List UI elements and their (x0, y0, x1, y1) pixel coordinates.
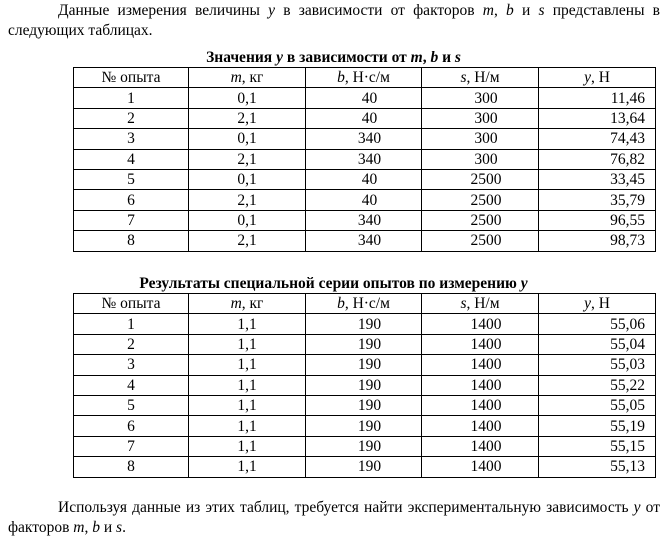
table-cell-col-s: 1400 (422, 436, 539, 456)
table-cell-col-s: 1400 (422, 457, 539, 477)
table-cell-col-y: 11,46 (539, 88, 656, 108)
table-cell-col-y: 55,04 (539, 334, 656, 354)
table-cell-col-m: 1,1 (189, 457, 306, 477)
table-cell-col-number: 2 (74, 108, 189, 128)
var-y: y (268, 2, 276, 19)
table-cell-col-y: 74,43 (539, 129, 656, 149)
intro-text: Данные измерения величины (58, 2, 269, 19)
outro-paragraph (8, 498, 660, 538)
table-cell-col-m: 2,1 (189, 190, 306, 210)
table2-header-col-b: b, Н·с/м (306, 294, 422, 314)
table-cell-col-m: 1,1 (189, 355, 306, 375)
var-y: y (633, 499, 641, 516)
table-cell-col-s: 2500 (422, 210, 539, 230)
table-cell-col-m: 0,1 (189, 169, 306, 189)
table-cell-col-m: 0,1 (189, 129, 306, 149)
table-cell-col-s: 1400 (422, 355, 539, 375)
table-cell-col-number: 1 (74, 314, 189, 334)
outro-text: , (84, 519, 93, 536)
table-cell-col-b: 340 (306, 149, 422, 169)
table2-header-col-s: s, Н/м (422, 294, 539, 314)
table2-body (74, 314, 656, 477)
table-cell-col-y: 76,82 (539, 149, 656, 169)
intro-text: , (493, 2, 507, 19)
table-cell-col-s: 1400 (422, 334, 539, 354)
table-cell-col-m: 1,1 (189, 395, 306, 415)
table-cell-col-m: 2,1 (189, 231, 306, 251)
table-row (74, 210, 656, 230)
table2-header-row (74, 294, 656, 314)
table-cell-col-number: 5 (74, 169, 189, 189)
table1-header-col-m: m, кг (189, 68, 306, 88)
table-cell-col-m: 2,1 (189, 149, 306, 169)
table-cell-col-y: 55,22 (539, 375, 656, 395)
table-cell-col-y: 55,03 (539, 355, 656, 375)
var-b: b (506, 2, 514, 19)
table-cell-col-number: 1 (74, 88, 189, 108)
table-cell-col-b: 190 (306, 395, 422, 415)
table-cell-col-s: 2500 (422, 169, 539, 189)
table-cell-col-b: 340 (306, 231, 422, 251)
table2-header-col-y: y, Н (539, 294, 656, 314)
table1-header-row (74, 68, 656, 88)
table-cell-col-b: 190 (306, 457, 422, 477)
table-cell-col-number: 8 (74, 457, 189, 477)
table-cell-col-s: 1400 (422, 416, 539, 436)
table-cell-col-b: 40 (306, 169, 422, 189)
table-cell-col-number: 7 (74, 436, 189, 456)
table-cell-col-b: 190 (306, 355, 422, 375)
table-row (74, 457, 656, 477)
table-cell-col-b: 340 (306, 210, 422, 230)
table1 (73, 67, 656, 252)
table2-caption: Результаты специальной серии опытов по измерению y (139, 275, 528, 292)
var-b: b (92, 519, 100, 536)
table-cell-col-s: 2500 (422, 231, 539, 251)
outro-text: . (122, 519, 126, 536)
intro-text: представлены в следующих таблицах. (8, 2, 661, 39)
outro-text: от факторов (8, 499, 660, 536)
table-cell-col-b: 40 (306, 88, 422, 108)
table-row (74, 395, 656, 415)
table-cell-col-number: 8 (74, 231, 189, 251)
table-cell-col-y: 55,19 (539, 416, 656, 436)
table1-header-col-number: № опыта (74, 68, 189, 88)
table-row (74, 231, 656, 251)
table-row (74, 355, 656, 375)
table-cell-col-s: 1400 (422, 375, 539, 395)
table-cell-col-y: 33,45 (539, 169, 656, 189)
table-cell-col-number: 4 (74, 375, 189, 395)
outro-text: Используя данные из этих таблиц, требуется найти экспериментальную зависимость (58, 499, 634, 516)
table-cell-col-b: 190 (306, 436, 422, 456)
table-cell-col-number: 3 (74, 355, 189, 375)
table-row (74, 149, 656, 169)
table-cell-col-number: 3 (74, 129, 189, 149)
table-cell-col-s: 2500 (422, 190, 539, 210)
table1-caption: Значения y в зависимости от m, b и s (206, 49, 461, 66)
table-row (74, 169, 656, 189)
table-cell-col-b: 340 (306, 129, 422, 149)
table-cell-col-b: 190 (306, 416, 422, 436)
var-m: m (482, 2, 494, 19)
table-cell-col-y: 13,64 (539, 108, 656, 128)
table-cell-col-s: 300 (422, 129, 539, 149)
table-cell-col-y: 55,13 (539, 457, 656, 477)
table1-body (74, 88, 656, 251)
table-row (74, 129, 656, 149)
table1-header-col-s: s, Н/м (422, 68, 539, 88)
table-row (74, 108, 656, 128)
table2 (73, 293, 656, 478)
table-cell-col-number: 4 (74, 149, 189, 169)
var-s: s (116, 519, 123, 536)
table-cell-col-m: 1,1 (189, 375, 306, 395)
table-row (74, 416, 656, 436)
intro-paragraph (8, 1, 660, 41)
table-cell-col-number: 6 (74, 190, 189, 210)
table-cell-col-b: 40 (306, 190, 422, 210)
outro-text: и (99, 519, 117, 536)
table2-header-col-number: № опыта (74, 294, 189, 314)
table-cell-col-number: 6 (74, 416, 189, 436)
table-cell-col-m: 1,1 (189, 314, 306, 334)
table-row (74, 375, 656, 395)
table-cell-col-number: 5 (74, 395, 189, 415)
var-m: m (73, 519, 85, 536)
table-cell-col-m: 1,1 (189, 334, 306, 354)
table-cell-col-m: 0,1 (189, 88, 306, 108)
table-cell-col-y: 98,73 (539, 231, 656, 251)
table-row (74, 314, 656, 334)
table-cell-col-b: 190 (306, 334, 422, 354)
table-cell-col-s: 1400 (422, 314, 539, 334)
table-cell-col-s: 1400 (422, 395, 539, 415)
table-cell-col-number: 2 (74, 334, 189, 354)
table-cell-col-s: 300 (422, 149, 539, 169)
table-cell-col-m: 2,1 (189, 108, 306, 128)
table-cell-col-b: 40 (306, 108, 422, 128)
table-cell-col-y: 55,05 (539, 395, 656, 415)
intro-text: и (513, 2, 539, 19)
table-cell-col-s: 300 (422, 108, 539, 128)
table-cell-col-m: 1,1 (189, 416, 306, 436)
table-cell-col-m: 0,1 (189, 210, 306, 230)
intro-text: в зависимости от факторов (275, 2, 483, 19)
table2-header-col-m: m, кг (189, 294, 306, 314)
table1-header-col-y: y, Н (539, 68, 656, 88)
table-row (74, 190, 656, 210)
table-row (74, 88, 656, 108)
table-cell-col-y: 55,06 (539, 314, 656, 334)
table-cell-col-s: 300 (422, 88, 539, 108)
table-cell-col-y: 55,15 (539, 436, 656, 456)
table-cell-col-m: 1,1 (189, 436, 306, 456)
table-row (74, 334, 656, 354)
table-cell-col-y: 35,79 (539, 190, 656, 210)
table-row (74, 436, 656, 456)
table-cell-col-b: 190 (306, 314, 422, 334)
table1-header-col-b: b, Н·с/м (306, 68, 422, 88)
table-cell-col-y: 96,55 (539, 210, 656, 230)
table-cell-col-b: 190 (306, 375, 422, 395)
var-s: s (538, 2, 545, 19)
table-cell-col-number: 7 (74, 210, 189, 230)
